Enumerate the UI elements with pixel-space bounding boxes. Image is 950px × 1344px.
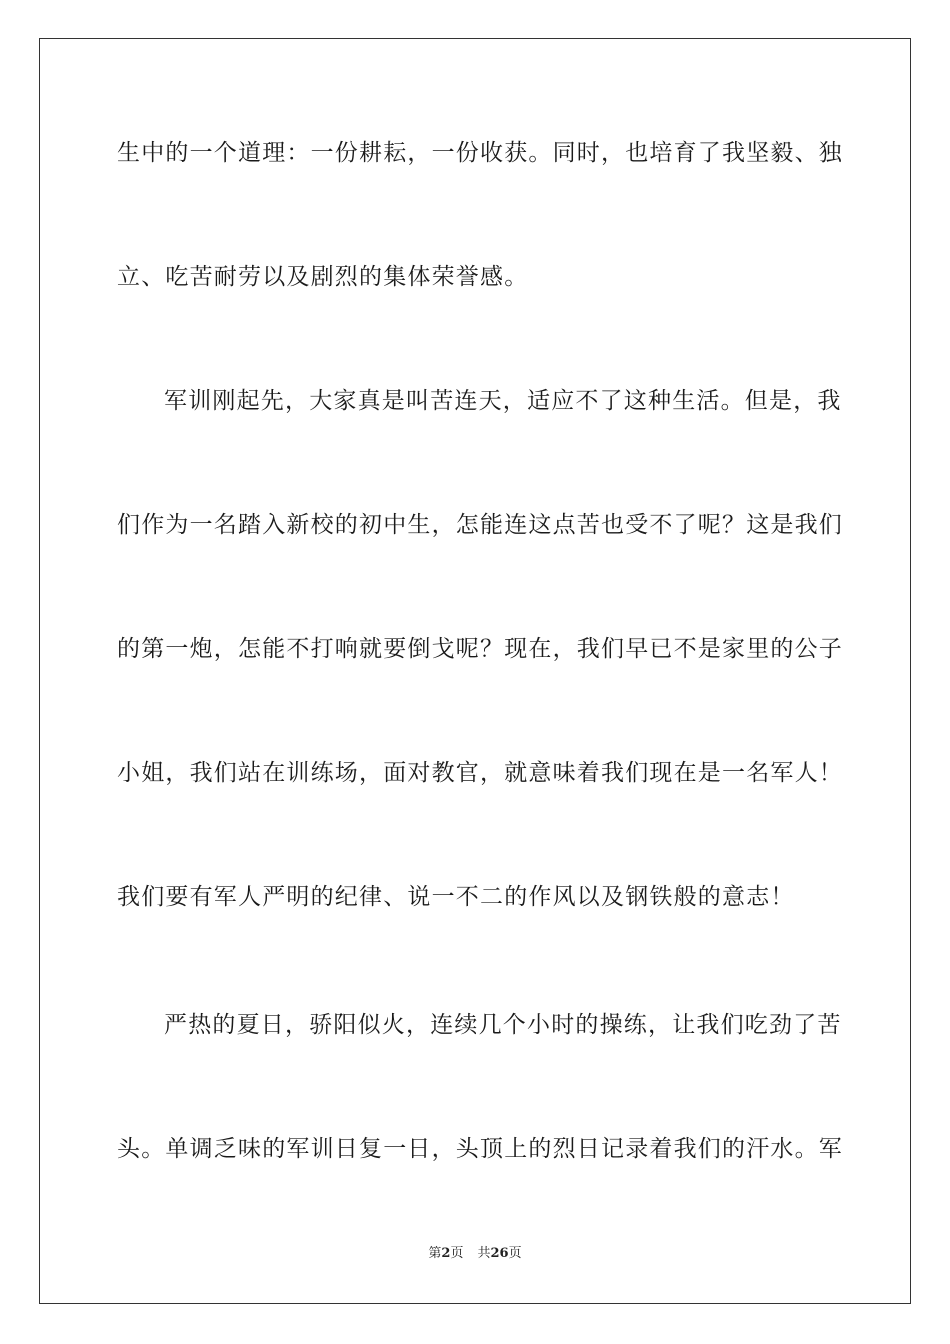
footer-page-prefix: 第 bbox=[428, 1246, 442, 1261]
footer-page-suffix: 页 bbox=[450, 1246, 464, 1261]
text-line-7: 我们要有军人严明的纪律、说一不二的作风以及钢铁般的意志！ bbox=[117, 884, 795, 910]
text-line-6: 小姐，我们站在训练场，面对教官，就意味着我们现在是一名军人！ bbox=[117, 760, 843, 786]
text-line-5: 的第一炮，怎能不打响就要倒戈呢？现在，我们早已不是家里的公子 bbox=[117, 636, 843, 662]
page-border bbox=[39, 38, 911, 1304]
text-line-2: 立、吃苦耐劳以及剧烈的集体荣誉感。 bbox=[117, 264, 529, 290]
text-line-1: 生中的一个道理：一份耕耘，一份收获。同时，也培育了我坚毅、独 bbox=[117, 140, 843, 166]
text-line-8: 严热的夏日，骄阳似火，连续几个小时的操练，让我们吃劲了苦 bbox=[164, 1012, 842, 1038]
footer-total-pages: 26 bbox=[490, 1246, 509, 1261]
footer-total-suffix: 页 bbox=[508, 1246, 522, 1261]
text-line-9: 头。单调乏味的军训日复一日，头顶上的烈日记录着我们的汗水。军 bbox=[117, 1136, 843, 1162]
text-line-3: 军训刚起先，大家真是叫苦连天，适应不了这种生活。但是，我 bbox=[164, 388, 842, 414]
footer-total-prefix: 共 bbox=[477, 1246, 491, 1261]
footer-page-number: 2 bbox=[441, 1246, 451, 1261]
text-line-4: 们作为一名踏入新校的初中生，怎能连这点苦也受不了呢？这是我们 bbox=[117, 512, 843, 538]
page-footer bbox=[0, 1245, 950, 1263]
